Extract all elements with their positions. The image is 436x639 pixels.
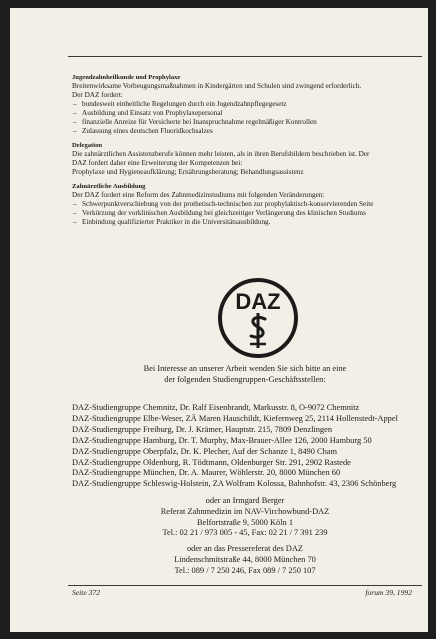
- contact-line: oder an das Pressereferat des DAZ: [186, 544, 304, 553]
- study-groups-list: [72, 403, 422, 490]
- study-group-entry: DAZ-Studiengruppe Hamburg, Dr. T. Murphy, Max-Brauer-Allee 126, 2000 Hamburg 50: [72, 435, 372, 445]
- paragraph-line: Die zahnärztlichen Assistenzberufe können mehr leisten, als in ihren Berufsbildern beschrieben ist. Der: [72, 150, 370, 158]
- study-group-entry: DAZ-Studiengruppe Elbe-Weser, ZÄ Maren Hauschildt, Kiefernweg 25, 2114 Hollenstedt-Appel: [72, 413, 398, 423]
- contact-line: Tel.: 089 / 7 250 246, Fax 089 / 7 250 107: [174, 565, 316, 575]
- paragraph-line: Prophylaxe und Hygieneaufklärung; Ernährungsberatung; Behandlungsassistenz: [72, 168, 304, 176]
- main-content: [72, 74, 422, 227]
- contact-block-pressereferat: [68, 544, 422, 576]
- intro-text: [68, 364, 422, 386]
- contact-line: oder an Irmgard Berger: [205, 496, 285, 505]
- logo-text: DAZ: [235, 289, 281, 314]
- list-item: – Verkürzung der vorklinischen Ausbildung bei gleichzeitiger Verlängerung des klinischen Studiums: [72, 209, 422, 218]
- intro-line: der folgenden Studiengruppen-Geschäftsstellen:: [164, 374, 326, 384]
- top-rule: [68, 56, 422, 57]
- list-item: – finanzielle Anreize für Versicherte bei Inanspruchnahme regelmäßiger Kontrollen: [72, 118, 422, 127]
- bottom-rule: [68, 585, 422, 586]
- study-group-entry: DAZ-Studiengruppe Oberpfalz, Dr. K. Plecher, Auf der Schanze 1, 8490 Cham: [72, 446, 338, 456]
- paragraph-line: DAZ fordert daher eine Erweiterung der Kompetenzen bei:: [72, 159, 243, 167]
- section-heading-ausbildung: Zahnärztliche Ausbildung: [72, 183, 146, 190]
- study-group-entry: DAZ-Studiengruppe Oldenburg, R. Tödtmann, Oldenburger Str. 291, 2902 Rastede: [72, 457, 351, 467]
- issue-label: forum 39, 1992: [365, 588, 412, 597]
- section-heading-prophylaxe: Jugendzahnheilkunde und Prophylaxe: [72, 74, 181, 81]
- daz-logo-icon: [216, 276, 300, 360]
- study-group-entry: DAZ-Studiengruppe Chemnitz, Dr. Ralf Eisenbrandt, Markusstr. 8, O-9072 Chemnitz: [72, 403, 360, 412]
- contact-line: Tel.: 02 21 / 973 005 - 45, Fax: 02 21 / 7 391 239: [162, 528, 328, 538]
- list-item: – Ausbildung und Einsatz von Prophylaxepersonal: [72, 109, 422, 118]
- list-item: – Zulassung eines deutschen Fluoridkochsalzes: [72, 127, 422, 136]
- demands-list-ausbildung: [72, 200, 422, 227]
- study-group-entry: DAZ-Studiengruppe Freiburg, Dr. J. Krämer, Hauptstr. 215, 7809 Denzlingen: [72, 424, 333, 434]
- intro-line: Bei Interesse an unserer Arbeit wenden Sie sich bitte an eine: [143, 364, 347, 373]
- contact-line: Referat Zahnmedizin im NAV-Virchowbund-DAZ: [160, 506, 330, 516]
- contact-line: Lindenschmitstraße 44, 8000 München 70: [174, 554, 316, 564]
- contact-block-referat: [68, 496, 422, 539]
- contact-line: Belfortstraße 9, 5000 Köln 1: [196, 517, 294, 527]
- demands-list-prophylaxe: [72, 100, 422, 136]
- list-item: – Schwerpunktverschiebung von der prothetisch-technischen zur prophylaktisch-konservierenden Seite: [72, 200, 422, 209]
- section-heading-delegation: Delegation: [72, 142, 103, 149]
- paragraph-line: Der DAZ fordert:: [72, 91, 123, 99]
- list-item: – bundesweit einheitliche Regelungen durch ein Jugendzahnpflegegesetz: [72, 100, 422, 109]
- paragraph-line: Breitenwirksame Vorbeugungsmaßnahmen in Kindergärten und Schulen sind zwingend erforderlich.: [72, 82, 362, 90]
- document-page: [10, 8, 428, 632]
- paragraph-line: Der DAZ fordert eine Reform des Zahnmedizinstudiums mit folgenden Veränderungen:: [72, 191, 325, 199]
- study-group-entry: DAZ-Studiengruppe München, Dr. A. Maurer, Wöhlerstr. 20, 8000 München 60: [72, 468, 341, 478]
- page-number: Seite 372: [72, 588, 101, 597]
- study-group-entry: DAZ-Studiengruppe Schleswig-Holstein, ZA Wolfram Kolossa, Bahnhofstr. 43, 2306 Schönberg: [72, 479, 397, 489]
- list-item: – Einbindung qualifizierter Praktiker in die Universitätsausbildung.: [72, 218, 422, 227]
